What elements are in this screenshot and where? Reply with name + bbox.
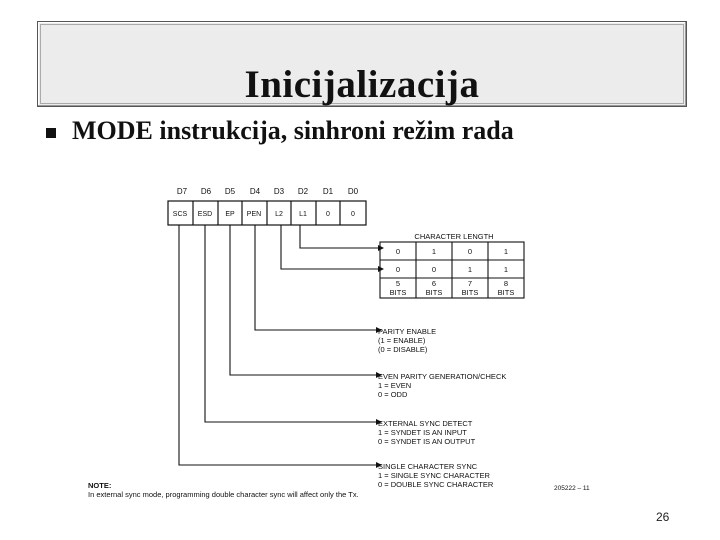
cl-r3-c2-num: 6 [431, 279, 437, 288]
field-ep: EP [225, 211, 235, 218]
bit-header-d5: D5 [224, 187, 236, 196]
parity-enable-1: (1 = ENABLE) [378, 336, 426, 345]
even-parity-1: 1 = EVEN [378, 381, 412, 390]
bit-header-d4: D4 [249, 187, 261, 196]
cl-r2-c2: 0 [431, 265, 437, 274]
bullet-text: MODE instrukcija, sinhroni režim rada [72, 116, 514, 145]
ext-sync-1: 1 = SYNDET IS AN INPUT [378, 428, 467, 437]
bit-header-d1: D1 [322, 187, 334, 196]
bit-header-d2: D2 [297, 187, 309, 196]
bit-header-d3: D3 [273, 187, 285, 196]
bullet-square-icon [46, 128, 56, 138]
cl-r1-c1: 0 [395, 247, 401, 256]
bit-header-d7: D7 [176, 187, 188, 196]
single-sync-1: 1 = SINGLE SYNC CHARACTER [378, 471, 490, 480]
cl-r3-c2-unit: BITS [425, 288, 443, 297]
even-parity-0: 0 = ODD [378, 390, 408, 399]
cl-r3-c3-unit: BITS [461, 288, 479, 297]
parity-enable-0: (0 = DISABLE) [378, 345, 428, 354]
parity-enable-title: PARITY ENABLE [378, 327, 437, 336]
figure-id: 205222 – 11 [554, 485, 590, 492]
slide-number: 26 [656, 510, 670, 524]
ext-sync-0: 0 = SYNDET IS AN OUTPUT [378, 437, 476, 446]
cl-r2-c1: 0 [395, 265, 401, 274]
cl-r3-c4-num: 8 [503, 279, 509, 288]
cl-r1-c2: 1 [431, 247, 437, 256]
note-label: NOTE: [88, 481, 112, 490]
mode-diagram [78, 170, 624, 506]
field-d1-zero: 0 [326, 211, 330, 218]
cl-r2-c4: 1 [503, 265, 509, 274]
field-l2: L2 [275, 211, 283, 218]
cl-r3-c1-unit: BITS [389, 288, 407, 297]
field-l1: L1 [299, 211, 307, 218]
cl-r3-c3-num: 7 [467, 279, 473, 288]
note-text: In external sync mode, programming double character sync will affect only the Tx. [88, 490, 359, 499]
cl-r3-c4-unit: BITS [497, 288, 515, 297]
cl-r1-c4: 1 [503, 247, 509, 256]
cl-r3-c1-num: 5 [395, 279, 401, 288]
title-box [37, 21, 687, 107]
single-sync-0: 0 = DOUBLE SYNC CHARACTER [378, 480, 494, 489]
cl-r2-c3: 1 [467, 265, 473, 274]
mode-instruction-figure [78, 170, 624, 506]
field-esd: ESD [197, 211, 213, 218]
bit-header-d6: D6 [200, 187, 212, 196]
slide-title: Inicijalizacija [244, 63, 480, 106]
bit-header-d0: D0 [347, 187, 359, 196]
field-scs: SCS [172, 211, 188, 218]
single-sync-title: SINGLE CHARACTER SYNC [378, 462, 478, 471]
cl-r1-c3: 0 [467, 247, 473, 256]
field-pen: PEN [246, 211, 262, 218]
even-parity-title: EVEN PARITY GENERATION/CHECK [378, 372, 507, 381]
field-d0-zero: 0 [351, 211, 355, 218]
char-length-title: CHARACTER LENGTH [414, 232, 494, 241]
ext-sync-title: EXTERNAL SYNC DETECT [378, 419, 473, 428]
